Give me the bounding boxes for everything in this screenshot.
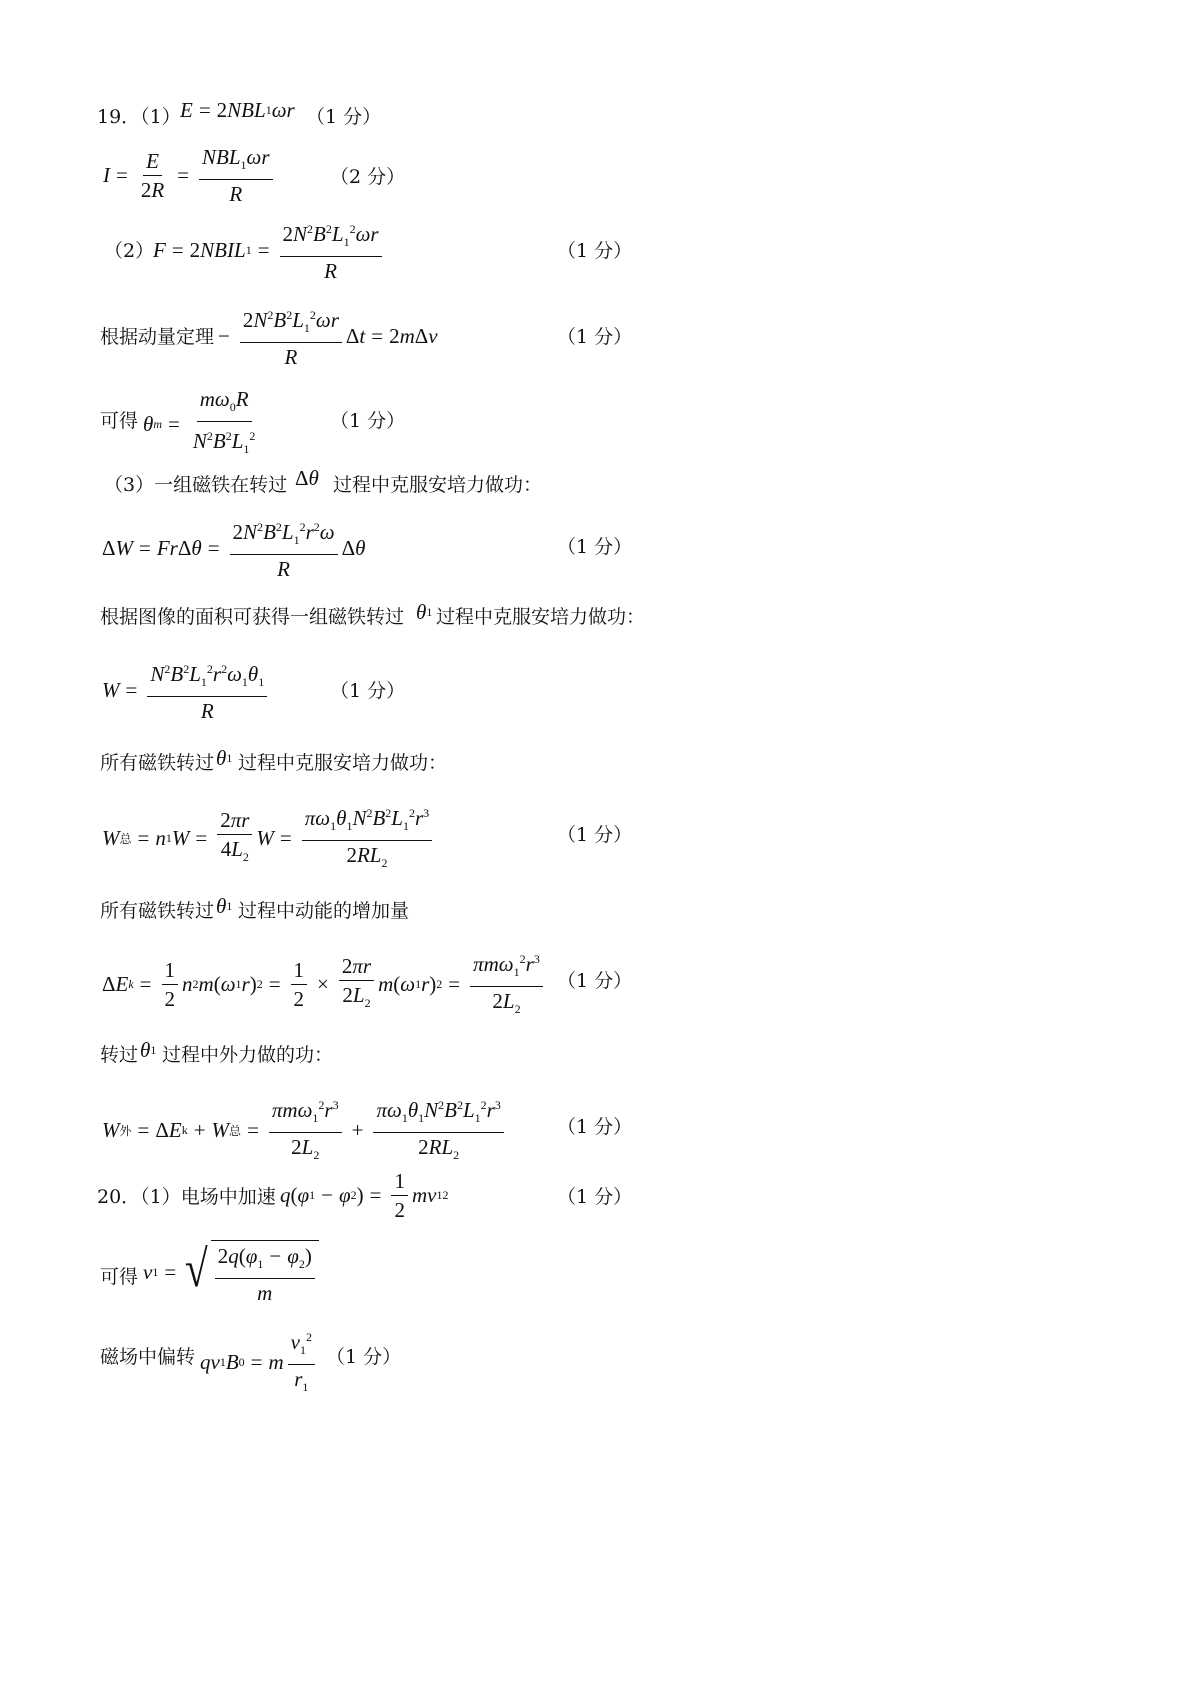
score: （1 分） — [557, 970, 633, 992]
formula-theta1: θ 1 — [216, 894, 233, 918]
text: （3）一组磁铁在转过 — [104, 474, 288, 496]
text: 转过 — [100, 1044, 139, 1066]
subscript: 总 — [119, 831, 132, 846]
text: 所有磁铁转过 — [100, 752, 215, 774]
formula-w-external: W 外 = Δ E k + W 总 = $\frac{\pi m\omega_1^2r^3}{2L_2}$ + $\frac{\pi\omega_1\theta_1N^2B^2L_1^2r^3}{2RL_2}$ — [102, 1094, 508, 1166]
formula-theta1: θ 1 — [216, 746, 233, 770]
q19-line-15 — [0, 1092, 1200, 1172]
formula-w-total: W 总 = n 1 W = $\frac{2\pi r}{4L_2}$ W = $\frac{\pi\omega_1\theta_1N^2B^2L_1^2r^3}{2RL_2}$ — [102, 802, 436, 874]
score: （1 分） — [557, 240, 633, 262]
q19-line-9 — [0, 656, 1200, 736]
formula-delta-w: Δ W = Fr Δ θ = $\frac{2N^2B^2L_1^2r^2\omega}{R}$ Δ θ — [102, 516, 365, 580]
formula-theta1: θ 1 — [140, 1038, 157, 1062]
text: 过程中克服安培力做功： — [333, 474, 543, 496]
text: 过程中克服安培力做功： — [238, 752, 448, 774]
text: 过程中动能的增加量 — [238, 900, 410, 922]
text: 根据动量定理 — [100, 326, 215, 348]
text: 可得 — [100, 410, 139, 432]
score: （1 分） — [306, 106, 382, 128]
formula-delta-ek: Δ E k = $\frac{1}{2}$ n 2 m ( ω 1 r ) 2 = $\frac{1}{2}$ × $\frac{2\pi r}{2L_2}$ m ( ω 1 r ) 2 = $\frac{\pi m\omega_1^2r^3}{2L_2}$ — [102, 948, 547, 1020]
score: （1 分） — [330, 680, 406, 702]
formula-force: F = 2 NBIL 1 = $\frac{2N^2B^2L_1^2\omega r}{R}$ — [153, 218, 386, 282]
q19-line-3 — [0, 214, 1200, 294]
q19-line-4 — [0, 302, 1200, 382]
text: 过程中克服安培力做功： — [436, 606, 646, 628]
score: （1 分） — [557, 1116, 633, 1138]
subscript: 外 — [119, 1123, 132, 1138]
score: （1 分） — [557, 1186, 633, 1208]
formula-dtheta: Δ θ — [295, 466, 319, 490]
formula-accel: q ( φ 1 − φ 2 ) = $\frac{1}{2}$ mv 1 2 — [280, 1169, 449, 1222]
q20-line-1 — [0, 1168, 1200, 1248]
q19-line-5 — [0, 386, 1200, 466]
formula-w: W = $\frac{N^2B^2L_1^2r^2\omega_1\theta_1}{R}$ — [102, 658, 271, 722]
q19-line-2 — [0, 140, 1200, 220]
formula-v1: v 1 = √ $\frac{2q(\varphi_1 - \varphi_2)}{m}$ — [143, 1240, 319, 1304]
formula-current: I = $\frac{E}{2R}$ = $\frac{NBL_1\omega r}{R}$ — [103, 146, 277, 205]
formula-theta-m: θ m = $\frac{m\omega_0R}{N^2B^2L_1^2}$ — [143, 387, 256, 457]
subscript: 总 — [229, 1123, 242, 1138]
score: （2 分） — [330, 166, 406, 188]
q20-line-2 — [0, 1240, 1200, 1320]
formula-theta1: θ 1 — [416, 600, 433, 624]
score: （1 分） — [557, 326, 633, 348]
text: 根据图像的面积可获得一组磁铁转过 — [100, 606, 405, 628]
text: 可得 — [100, 1266, 139, 1288]
formula-deflection: qv 1 B 0 = m $\frac{v_1^2}{r_1}$ — [200, 1326, 319, 1398]
formula-emf: E = 2 NBL 1 ωr — [180, 98, 295, 122]
score: （1 分） — [557, 824, 633, 846]
q19-line-13 — [0, 946, 1200, 1026]
text: 过程中外力做的功： — [162, 1044, 334, 1066]
part-label: （2） — [104, 240, 155, 262]
score: （1 分） — [326, 1346, 402, 1368]
score: （1 分） — [330, 410, 406, 432]
text: 所有磁铁转过 — [100, 900, 215, 922]
formula-momentum: − $\frac{2N^2B^2L_1^2\omega r}{R}$ Δ t = 2 m Δ v — [218, 304, 438, 368]
q19-line-7 — [0, 514, 1200, 594]
score: （1 分） — [557, 536, 633, 558]
q19-label: 19．（1） — [97, 106, 181, 128]
q19-line-11 — [0, 800, 1200, 880]
q20-line-3 — [0, 1326, 1200, 1406]
q20-label: 20．（1）电场中加速 — [97, 1186, 276, 1208]
text: 磁场中偏转 — [100, 1346, 196, 1368]
